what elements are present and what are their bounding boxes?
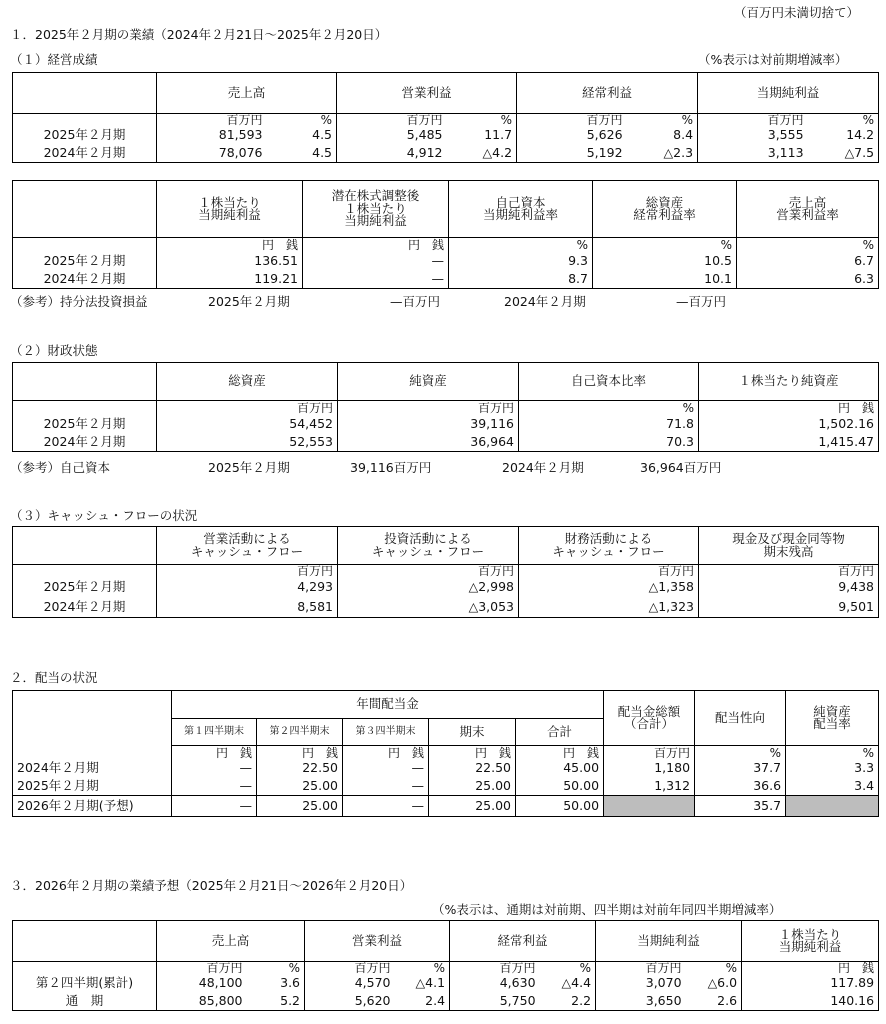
cell: 85,800 <box>157 993 247 1011</box>
header-total-dividends: 配当金総額 （合計） <box>604 691 695 746</box>
header-dividend-to-net-assets: 純資産 配当率 <box>786 691 879 746</box>
cell: 22.50 <box>429 760 516 778</box>
header-ordinary-income: 経常利益 <box>450 921 596 962</box>
table-row <box>13 796 879 817</box>
header-ordinary-income: 経常利益 <box>517 73 698 114</box>
table-row <box>13 271 879 289</box>
unit-amount: 百万円 <box>698 114 808 127</box>
ref-value: 39,116百万円 <box>350 460 432 475</box>
cell: △1,323 <box>519 598 699 618</box>
cell: 9,438 <box>699 578 879 598</box>
cell: 36,964 <box>338 434 519 452</box>
row-label: 2024年２月期 <box>13 598 157 618</box>
cell: — <box>239 760 252 776</box>
unit-pct: % <box>695 746 786 760</box>
cell: 136.51 <box>157 253 303 271</box>
cell: 3,555 <box>698 127 808 145</box>
row-label: 2025年２月期 <box>13 127 157 145</box>
cell: 3,113 <box>698 145 808 163</box>
unit-pct: % <box>500 113 513 128</box>
cell: 36.6 <box>695 778 786 796</box>
header-q1: 第１四半期末 <box>172 719 257 746</box>
header-sales: 売上高 <box>157 921 305 962</box>
header-operating-margin: 売上高 営業利益率 <box>737 181 879 238</box>
cell: 25.00 <box>429 778 516 796</box>
unit-amount: 百万円 <box>699 565 879 578</box>
ref-period: 2025年２月期 <box>208 294 290 309</box>
cell-blank <box>786 796 879 817</box>
cell: 81,593 <box>157 127 267 145</box>
table-row <box>13 145 879 163</box>
cell: 1,180 <box>604 760 695 778</box>
cell: 5,626 <box>517 127 627 145</box>
cash-flow-title: （３）キャッシュ・フローの状況 <box>10 508 198 523</box>
cell: — <box>343 760 429 778</box>
operating-results-table <box>12 72 879 163</box>
cell: 9.3 <box>449 253 593 271</box>
row-label: 2025年２月期 <box>13 253 157 271</box>
unit-pct: % <box>737 238 879 253</box>
unit-pct: % <box>593 238 737 253</box>
unit-amount: 百万円 <box>157 962 247 975</box>
unit-amount: 百万円 <box>157 401 338 416</box>
unit-pct: % <box>288 961 301 976</box>
header-q3: 第３四半期末 <box>343 719 429 746</box>
ref-period: 2024年２月期 <box>504 294 586 309</box>
ref-value: 36,964百万円 <box>640 460 722 475</box>
forecast-title: ３．2026年２月期の業績予想（2025年２月21日～2026年２月20日） <box>10 878 413 893</box>
cell: 5,750 <box>450 993 540 1011</box>
operating-results-note: （%表示は対前期増減率） <box>698 52 848 67</box>
dividends-title: ２．配当の状況 <box>10 670 98 685</box>
header-net-income: 当期純利益 <box>596 921 742 962</box>
cell: — <box>343 796 429 817</box>
cell: 10.1 <box>593 271 737 289</box>
unit-amount: 百万円 <box>517 114 627 127</box>
financial-position-title: （２）財政状態 <box>10 343 98 358</box>
header-investing-cf: 投資活動による キャッシュ・フロー <box>338 527 519 565</box>
table-row <box>13 598 879 618</box>
cell: 3.4 <box>786 778 879 796</box>
unit-amount: 百万円 <box>305 962 395 975</box>
dividends-table <box>12 690 879 817</box>
cell: 5,192 <box>517 145 627 163</box>
cell: 45.00 <box>516 760 604 778</box>
cell: 5,485 <box>337 127 447 145</box>
cell: 5.2 <box>247 993 305 1011</box>
section-1-title: １．2025年２月期の業績（2024年２月21日～2025年２月20日） <box>10 27 388 42</box>
cell: 70.3 <box>519 434 699 452</box>
unit-yen: 円 銭 <box>516 746 604 760</box>
cell: 52,553 <box>157 434 338 452</box>
cell: 9,501 <box>699 598 879 618</box>
unit-amount: 百万円 <box>157 114 267 127</box>
cell: △1,358 <box>519 578 699 598</box>
cell: △6.0 <box>707 975 738 991</box>
header-equity-ratio: 自己資本比率 <box>519 363 699 401</box>
row-label: 2024年２月期 <box>13 271 157 289</box>
ref-period: 2024年２月期 <box>502 460 584 475</box>
cell: △4.2 <box>447 145 517 163</box>
cell: 11.7 <box>484 127 513 143</box>
cell: — <box>343 778 429 796</box>
header-year-end: 期末 <box>429 719 516 746</box>
table-row <box>13 253 879 271</box>
header-financing-cf: 財務活動による キャッシュ・フロー <box>519 527 699 565</box>
equity-ref-label: （参考）自己資本 <box>10 460 111 475</box>
cell: 119.21 <box>157 271 303 289</box>
cell: 39,116 <box>338 416 519 434</box>
row-label: 2024年２月期 <box>13 760 172 778</box>
header-q2: 第２四半期末 <box>257 719 343 746</box>
cell: 2.6 <box>686 993 742 1011</box>
row-label: 2025年２月期 <box>13 778 172 796</box>
unit-pct: % <box>449 238 593 253</box>
unit-yen: 円 銭 <box>157 238 303 253</box>
cell: 117.89 <box>742 975 879 993</box>
cell: △2,998 <box>338 578 519 598</box>
cell: 78,076 <box>157 145 267 163</box>
cell-blank <box>604 796 695 817</box>
cell: 37.7 <box>695 760 786 778</box>
cell: — <box>172 796 257 817</box>
cell: 25.00 <box>257 796 343 817</box>
unit-note: （百万円未満切捨て） <box>734 5 860 20</box>
header-net-income: 当期純利益 <box>698 73 879 114</box>
table-row <box>13 416 879 434</box>
unit-amount: 百万円 <box>450 962 540 975</box>
cell: △4.4 <box>561 975 592 991</box>
cell: 4,630 <box>450 975 540 993</box>
row-label: 2025年２月期 <box>13 578 157 598</box>
cash-flow-table <box>12 526 879 618</box>
row-label: 第２四半期(累計) <box>13 975 157 993</box>
operating-results-title: （１）経営成績 <box>10 52 98 67</box>
cell: — <box>172 778 257 796</box>
cell: 1,312 <box>604 778 695 796</box>
table-row <box>13 578 879 598</box>
cell: — <box>303 271 449 289</box>
cell: 4,293 <box>157 578 338 598</box>
cell: 8,581 <box>157 598 338 618</box>
unit-pct: % <box>681 113 694 128</box>
unit-pct: % <box>725 961 738 976</box>
row-label: 2024年２月期 <box>13 145 157 163</box>
cell: 50.00 <box>516 778 604 796</box>
unit-pct: % <box>519 401 699 416</box>
cell: 50.00 <box>516 796 604 817</box>
cell: — <box>303 253 449 271</box>
unit-amount: 百万円 <box>604 746 695 760</box>
cell: △7.5 <box>808 145 879 163</box>
header-operating-income: 営業利益 <box>337 73 517 114</box>
cell: 48,100 <box>157 975 247 993</box>
table-row <box>13 975 879 993</box>
unit-yen: 円 銭 <box>215 745 252 760</box>
unit-amount: 百万円 <box>338 565 519 578</box>
row-label: 2025年２月期 <box>13 416 157 434</box>
cell: 25.00 <box>257 778 343 796</box>
cell: 1,502.16 <box>699 416 879 434</box>
cell: 71.8 <box>519 416 699 434</box>
header-roa: 総資産 経常利益率 <box>593 181 737 238</box>
header-total-assets: 総資産 <box>157 363 338 401</box>
table-row <box>13 760 879 778</box>
unit-pct: % <box>808 114 879 127</box>
ref-value: —百万円 <box>390 294 441 309</box>
unit-yen: 円 銭 <box>257 746 343 760</box>
unit-pct: % <box>320 113 333 128</box>
forecast-note: （%表示は、通期は対前期、四半期は対前年同四半期増減率） <box>432 902 782 917</box>
unit-yen: 円 銭 <box>699 401 879 416</box>
cell: 25.00 <box>429 796 516 817</box>
row-label: 2024年２月期 <box>13 434 157 452</box>
financial-position-table <box>12 362 879 452</box>
table-row <box>13 127 879 145</box>
cell: △2.3 <box>627 145 698 163</box>
unit-amount: 百万円 <box>157 565 338 578</box>
cell: 10.5 <box>593 253 737 271</box>
per-share-ratio-table <box>12 180 879 289</box>
unit-amount: 百万円 <box>337 114 447 127</box>
forecast-table <box>12 920 879 1011</box>
cell: 4.5 <box>312 127 333 143</box>
cell: 4,570 <box>305 975 395 993</box>
unit-amount: 百万円 <box>338 401 519 416</box>
unit-pct: % <box>786 746 879 760</box>
header-operating-income: 営業利益 <box>305 921 450 962</box>
header-bps: １株当たり純資産 <box>699 363 879 401</box>
header-annual-dividends: 年間配当金 <box>172 691 604 719</box>
row-label: 2026年２月期(予想) <box>13 796 172 817</box>
header-payout-ratio: 配当性向 <box>695 691 786 746</box>
header-cash-balance: 現金及び現金同等物 期末残高 <box>699 527 879 565</box>
header-operating-cf: 営業活動による キャッシュ・フロー <box>157 527 338 565</box>
ref-period: 2025年２月期 <box>208 460 290 475</box>
unit-amount: 百万円 <box>596 962 686 975</box>
header-net-assets: 純資産 <box>338 363 519 401</box>
table-row <box>13 778 879 796</box>
unit-yen: 円 銭 <box>343 746 429 760</box>
unit-yen: 円 銭 <box>742 962 879 975</box>
header-diluted-eps: 潜在株式調整後 １株当たり 当期純利益 <box>303 181 449 238</box>
cell: 3,070 <box>596 975 686 993</box>
cell: 5,620 <box>305 993 395 1011</box>
cell: 1,415.47 <box>699 434 879 452</box>
cell: 54,452 <box>157 416 338 434</box>
unit-amount: 百万円 <box>519 565 699 578</box>
unit-pct: % <box>579 961 592 976</box>
header-eps: １株当たり 当期純利益 <box>157 181 303 238</box>
cell: 3.3 <box>786 760 879 778</box>
ref-value: —百万円 <box>676 294 727 309</box>
cell: 2.2 <box>540 993 596 1011</box>
unit-yen: 円 銭 <box>429 746 516 760</box>
cell: 22.50 <box>257 760 343 778</box>
cell: 140.16 <box>742 993 879 1011</box>
row-label: 通 期 <box>13 993 157 1011</box>
cell: 6.3 <box>737 271 879 289</box>
header-roe: 自己資本 当期純利益率 <box>449 181 593 238</box>
header-total: 合計 <box>516 719 604 746</box>
header-sales: 売上高 <box>157 73 337 114</box>
cell: 3,650 <box>596 993 686 1011</box>
cell: △4.1 <box>415 975 446 991</box>
cell: △3,053 <box>338 598 519 618</box>
unit-yen: 円 銭 <box>303 238 449 253</box>
cell: 4,912 <box>337 145 447 163</box>
cell: 35.7 <box>695 796 786 817</box>
cell: 8.4 <box>673 127 694 143</box>
cell: 8.7 <box>449 271 593 289</box>
header-eps: １株当たり 当期純利益 <box>742 921 879 962</box>
equity-method-label: （参考）持分法投資損益 <box>10 294 148 309</box>
cell: 14.2 <box>808 127 879 145</box>
cell: 4.5 <box>267 145 337 163</box>
cell: 3.6 <box>280 975 301 991</box>
unit-pct: % <box>433 961 446 976</box>
table-row <box>13 993 879 1011</box>
table-row <box>13 434 879 452</box>
cell: 2.4 <box>395 993 450 1011</box>
cell: 6.7 <box>737 253 879 271</box>
